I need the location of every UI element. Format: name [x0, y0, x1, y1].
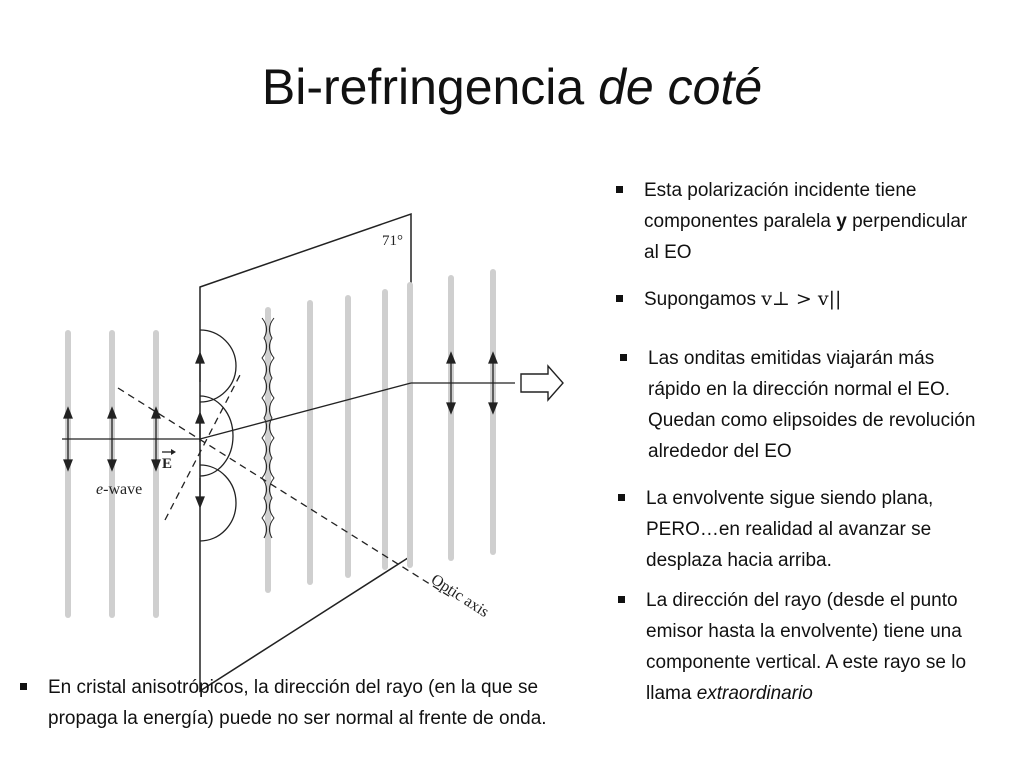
bullet-envelope: [646, 483, 991, 576]
bullet-polarization-post: perpendicular al EO: [644, 211, 968, 263]
e-wave-italic: e: [96, 481, 104, 498]
bullet-marker: [618, 596, 625, 603]
transmitted-wavefronts: [410, 272, 493, 565]
angle-label: 71°: [382, 233, 403, 249]
e-vector-overbar-tip: [171, 449, 176, 455]
e-vector-label: [162, 456, 172, 472]
bullet-envelope-text: La envolvente sigue siendo plana, PERO…en realidad al avanzar se desplaza hacia arriba.: [646, 488, 934, 571]
crystal-plate: [200, 214, 411, 691]
bullet-wavelets-text: Las onditas emitidas viajarán más rápido en la dirección normal el EO. Quedan como elipsoides de revolución alrededor del EO: [648, 348, 976, 462]
bullet-polarization-bold: y: [836, 211, 847, 232]
optic-axis-label: Optic axis: [427, 571, 492, 621]
bullet-polarization-pre: Esta polarización incidente tiene componentes paralela: [644, 180, 917, 232]
e-wave-label: [96, 481, 142, 498]
incident-wavefronts: [68, 333, 156, 615]
bullet-marker: [616, 295, 623, 302]
bullet-marker: [620, 354, 627, 361]
bullet-marker: [618, 494, 625, 501]
bullet-ray-direction: [646, 585, 1016, 709]
bullet-marker: [20, 683, 27, 690]
bullet-marker: [616, 186, 623, 193]
velocity-inequality: v⊥ > v||: [761, 288, 842, 310]
title-main: Bi-refringencia: [261, 59, 599, 115]
bullet-anisotropic-text: En cristal anisotrópicos, la dirección del rayo (en la que se propaga la energía) puede no ser normal al frente de onda.: [48, 677, 547, 729]
bullet-suppose: [644, 284, 974, 315]
bullet-suppose-text: Supongamos: [644, 289, 762, 310]
bullet-polarization: [644, 175, 974, 268]
bullet-wavelets: [648, 343, 988, 467]
bullet-ray-direction-pre: La dirección del rayo (desde el punto emisor hasta la envolvente) tiene una componente vertical. A este rayo se lo llama: [646, 590, 967, 704]
propagation-arrow: [521, 366, 563, 400]
bullet-anisotropic: [48, 672, 578, 734]
title-italic: de coté: [598, 59, 763, 115]
bullet-ray-direction-italic: extraordinario: [696, 683, 813, 704]
e-vector-letter: E: [162, 456, 173, 472]
e-wave-rest: -wave: [103, 481, 143, 498]
